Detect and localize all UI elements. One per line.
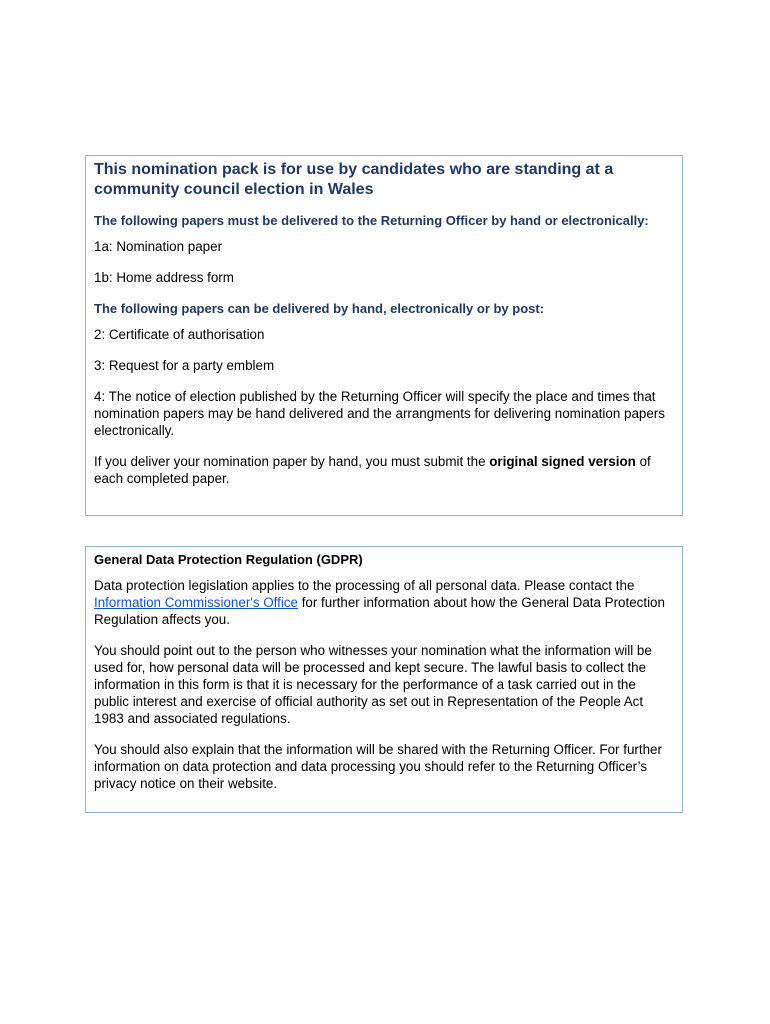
ico-link[interactable]: Information Commissioner's Office	[94, 595, 298, 610]
gdpr-title: General Data Protection Regulation (GDPR)	[94, 552, 363, 567]
hand-delivery-heading: The following papers must be delivered to the Returning Officer by hand or electronically:	[94, 213, 649, 228]
gdpr-paragraph-3: You should also explain that the information will be shared with the Returning Officer. For further information on data protection and data processing you should refer to the Returning Officer’s privacy notice on their website.	[94, 742, 662, 791]
item-1a-nomination-paper: 1a: Nomination paper	[94, 239, 223, 254]
nomination-info-box	[85, 155, 683, 516]
gdpr-paragraph-2: You should point out to the person who witnesses your nomination what the information will be used for, how personal data will be processed and kept secure. The lawful basis to collect the information in this form is that it is necessary for the performance of a task carried out in the public interest and exercise of official authority as set out in Representation of the People Act 1983 and associated regulations.	[94, 643, 652, 726]
hand-delivery-note-outro: of each completed paper.	[94, 454, 651, 486]
item-4-notice-of-election: 4: The notice of election published by the Returning Officer will specify the place and times that nomination papers may be hand delivered and the arrangments for delivering nomination papers electronically.	[94, 389, 665, 438]
hand-delivery-note	[94, 453, 674, 487]
gdpr-para1-before: Data protection legislation applies to the processing of all personal data. Please contact the	[94, 578, 635, 593]
item-1b-home-address-form: 1b: Home address form	[94, 270, 234, 285]
item-3-party-emblem: 3: Request for a party emblem	[94, 358, 275, 373]
original-signed-version-emphasis: original signed version	[489, 454, 636, 469]
nomination-pack-title: This nomination pack is for use by candidates who are standing at a community council election in Wales	[94, 161, 614, 198]
post-delivery-heading: The following papers can be delivered by hand, electronically or by post:	[94, 301, 545, 316]
gdpr-paragraph-1	[94, 577, 674, 628]
item-2-certificate: 2: Certificate of authorisation	[94, 327, 265, 342]
gdpr-para1-after: for further information about how the General Data Protection Regulation affects you.	[94, 595, 665, 627]
gdpr-info-box	[85, 546, 683, 813]
hand-delivery-note-intro: If you deliver your nomination paper by hand, you must submit the	[94, 454, 490, 469]
